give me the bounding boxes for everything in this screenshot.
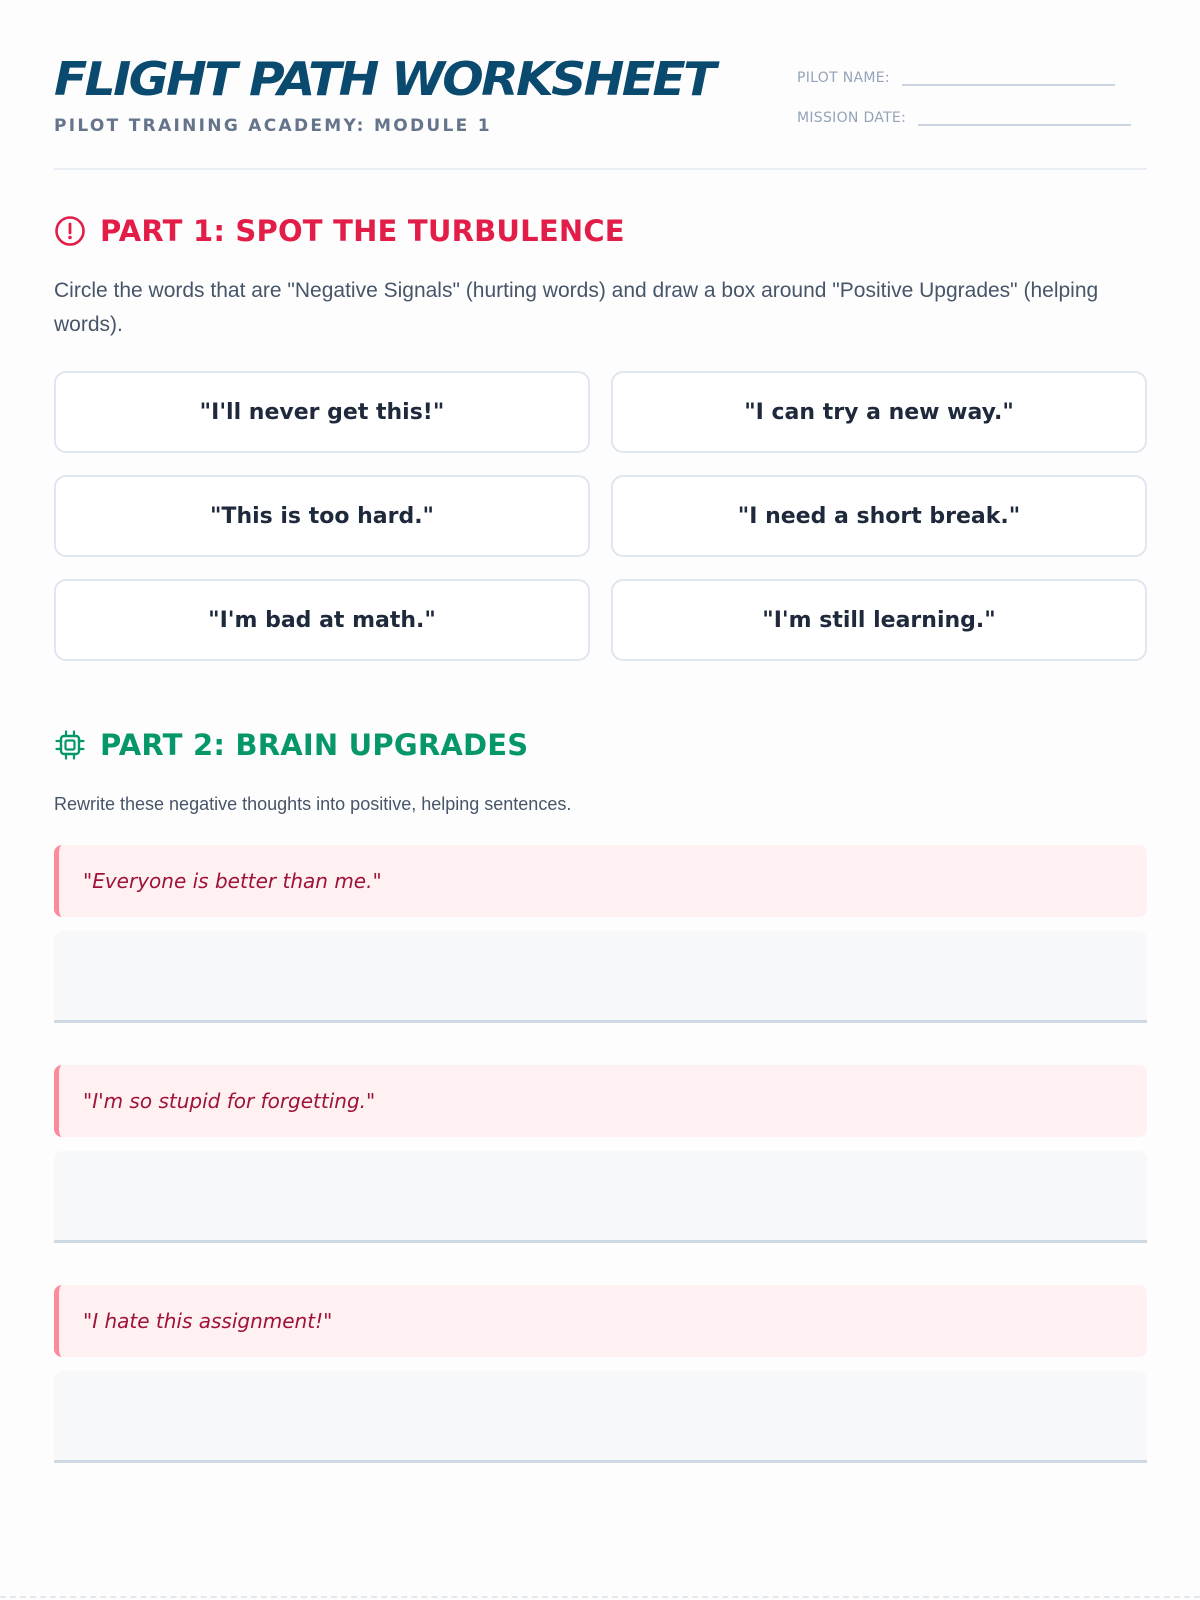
part2-instructions: Rewrite these negative thoughts into positive, helping sentences. xyxy=(54,794,572,814)
statement-card[interactable]: "I need a short break." xyxy=(611,475,1147,557)
negative-thought-prompt: "I'm so stupid for forgetting." xyxy=(54,1065,1147,1137)
negative-thought-prompt: "Everyone is better than me." xyxy=(54,845,1147,917)
worksheet-page xyxy=(54,0,1147,1333)
statement-card[interactable]: "I'll never get this!" xyxy=(54,371,590,453)
statement-card[interactable]: "I'm still learning." xyxy=(611,579,1147,661)
worksheet-header xyxy=(54,0,1147,170)
mission-date-input[interactable] xyxy=(918,106,1131,126)
page-subtitle: PILOT TRAINING ACADEMY: MODULE 1 xyxy=(54,116,492,136)
statement-card[interactable]: "I'm bad at math." xyxy=(54,579,590,661)
negative-thought-prompt: "I hate this assignment!" xyxy=(54,1285,1147,1357)
alert-circle-icon xyxy=(54,215,86,247)
mission-date-field xyxy=(797,106,1131,126)
pilot-name-field xyxy=(797,66,1115,86)
rewrite-answer-field[interactable] xyxy=(54,1151,1147,1243)
rewrite-answer-field[interactable] xyxy=(54,1371,1147,1463)
part1-title: PART 1: SPOT THE TURBULENCE xyxy=(100,214,625,248)
page-title: FLIGHT PATH WORKSHEET xyxy=(54,52,714,106)
cpu-chip-icon xyxy=(54,729,86,761)
statement-card[interactable]: "This is too hard." xyxy=(54,475,590,557)
part1-heading xyxy=(54,214,625,248)
pilot-name-label: PILOT NAME: xyxy=(797,70,890,86)
mission-date-label: MISSION DATE: xyxy=(797,110,907,126)
statement-card[interactable]: "I can try a new way." xyxy=(611,371,1147,453)
part1-instructions: Circle the words that are "Negative Signals" (hurting words) and draw a box around "Positive Upgrades" (helping words). xyxy=(54,279,1099,336)
pilot-name-input[interactable] xyxy=(902,66,1115,86)
rewrite-answer-field[interactable] xyxy=(54,931,1147,1023)
part2-heading xyxy=(54,728,528,762)
part2-title: PART 2: BRAIN UPGRADES xyxy=(100,728,529,762)
page-bottom-divider xyxy=(0,1596,1200,1598)
statement-grid xyxy=(54,371,1147,661)
